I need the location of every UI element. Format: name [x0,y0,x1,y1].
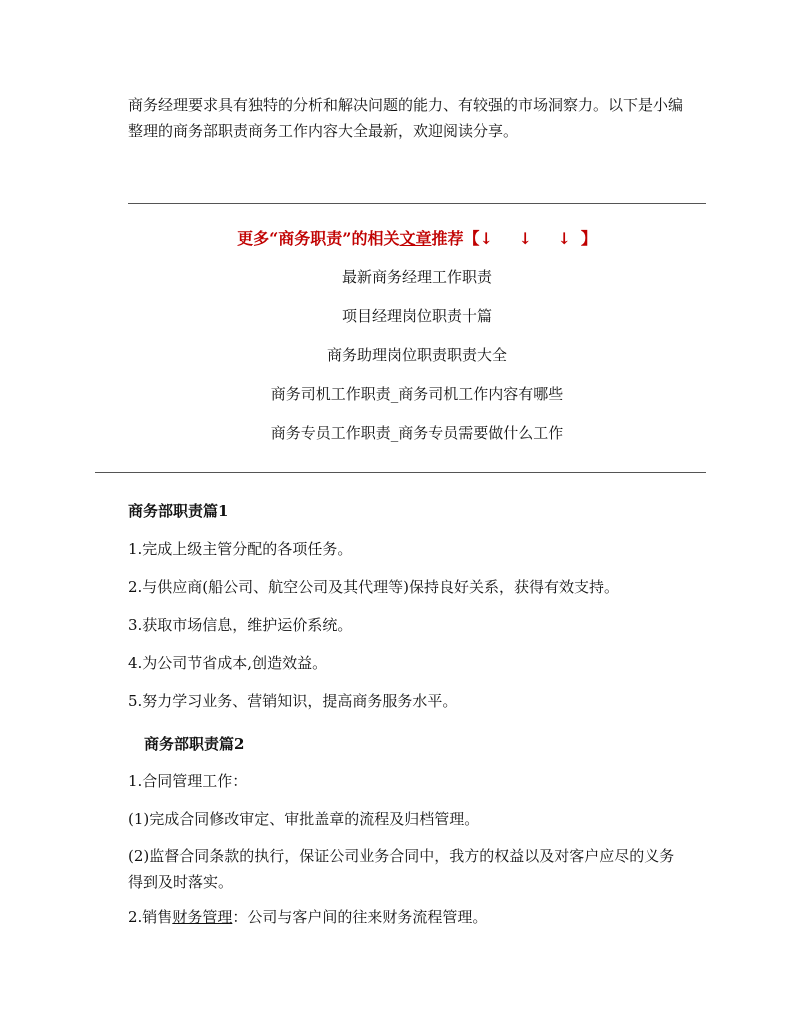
part1-item-1: 1.完成上级主管分配的各项任务。 [128,540,353,558]
intro-line-2: 整理的商务部职责商务工作内容大全最新，欢迎阅读分享。 [128,122,519,140]
down-arrows-icon: ↓ ↓ ↓ [479,229,581,248]
part2-heading: 商务部职责篇2 [144,735,245,753]
part2-item-1b-line-1: (2)监督合同条款的执行，保证公司业务合同中，我方的权益以及对客户应尽的义务 [128,847,675,865]
recommend-list [128,266,706,461]
part1-heading: 商务部职责篇1 [128,502,229,520]
recommend-title-suffix: 推荐【 [431,229,480,248]
recommend-title-prefix: 更多“商务职责”的相关 [237,229,400,248]
recommend-link-4[interactable]: 商务司机工作职责_商务司机工作内容有哪些 [270,385,564,403]
part2-item-2-suffix: ：公司与客户间的往来财务流程管理。 [232,908,488,926]
recommend-title-link[interactable]: 文章 [399,229,432,248]
recommend-title [128,226,706,249]
finance-management-link[interactable]: 财务管理 [172,908,233,926]
part2-item-1b [128,843,708,895]
recommend-link-5[interactable]: 商务专员工作职责_商务专员需要做什么工作 [270,424,564,442]
part1-item-4: 4.为公司节省成本,创造效益。 [128,654,328,672]
part2-item-1: 1.合同管理工作： [128,772,248,790]
part2-item-1a: (1)完成合同修改审定、审批盖章的流程及归档管理。 [128,810,480,828]
recommend-link-2[interactable]: 项目经理岗位职责十篇 [341,307,492,325]
top-divider [128,203,706,204]
recommend-link-3[interactable]: 商务助理岗位职责职责大全 [326,346,507,364]
part2-item-1b-line-2: 得到及时落实。 [128,873,234,891]
part1-item-3: 3.获取市场信息，维护运价系统。 [128,616,353,634]
part1-item-2: 2.与供应商(船公司、航空公司及其代理等)保持良好关系，获得有效支持。 [128,578,620,596]
bottom-divider [95,472,706,473]
part2-item-2-prefix: 2.销售 [128,908,173,926]
intro-line-1: 商务经理要求具有独特的分析和解决问题的能力、有较强的市场洞察力。以下是小编 [128,96,684,114]
recommend-link-1[interactable]: 最新商务经理工作职责 [341,268,492,286]
part2-item-2 [128,906,718,928]
part1-item-5: 5.努力学习业务、营销知识，提高商务服务水平。 [128,692,458,710]
recommend-title-end: 】 [580,229,597,248]
intro-paragraph [128,92,708,144]
